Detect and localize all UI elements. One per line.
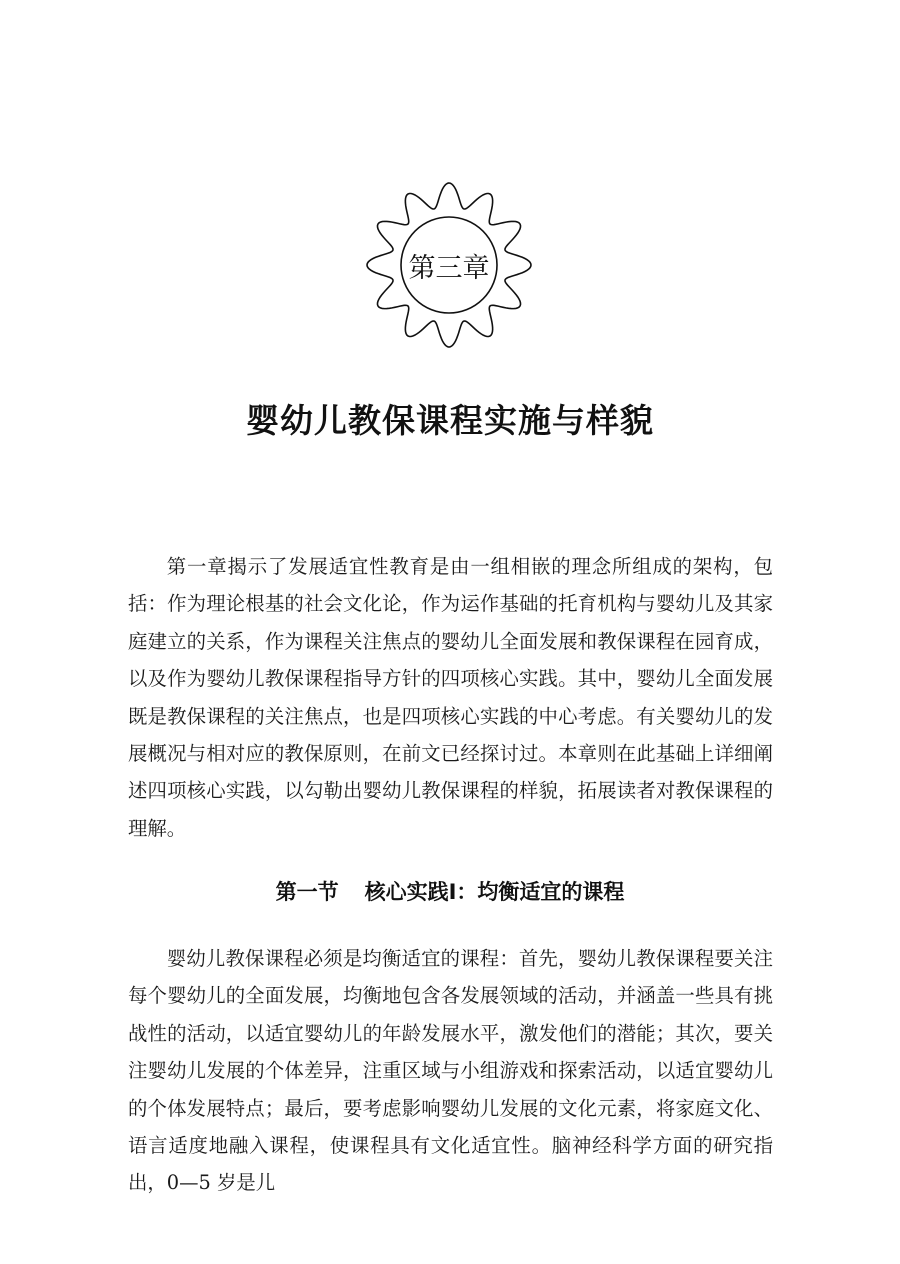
intro-paragraph: 第一章揭示了发展适宜性教育是由一组相嵌的理念所组成的架构，包括：作为理论根基的社会文化论，作为运作基础的托育机构与婴幼儿及其家庭建立的关系，作为课程关注焦点的婴幼儿全面发展和教保课程在园育成，以及作为婴幼儿教保课程指导方针的四项核心实践。其中，婴幼儿全面发展既是教保课程的关注焦点，也是四项核心实践的中心考虑。有关婴幼儿的发展概况与相对应的教保原则，在前文已经探讨过。本章则在此基础上详细阐述四项核心实践，以勾勒出婴幼儿教保课程的样貌，拓展读者对教保课程的理解。 [128, 555, 773, 840]
section-heading [0, 876, 900, 906]
chapter-title: 婴幼儿教保课程实施与样貌 [246, 401, 654, 440]
chapter-number: 第三章 [408, 252, 490, 284]
section-title: 核心实践Ⅰ：均衡适宜的课程 [364, 880, 625, 904]
section-paragraph: 婴幼儿教保课程必须是均衡适宜的课程：首先，婴幼儿教保课程要关注每个婴幼儿的全面发展，均衡地包含各发展领域的活动，并涵盖一些具有挑战性的活动，以适宜婴幼儿的年龄发展水平，激发他们的潜能；其次，要关注婴幼儿发展的个体差异，注重区域与小组游戏和探索活动，以适宜婴幼儿的个体发展特点；最后，要考虑影响婴幼儿发展的文化元素，将家庭文化、语言适度地融入课程，使课程具有文化适宜性。脑神经科学方面的研究指出，0—5 岁是儿 [128, 947, 773, 1195]
chapter-badge [364, 180, 534, 350]
section-number: 第一节 [275, 880, 339, 904]
